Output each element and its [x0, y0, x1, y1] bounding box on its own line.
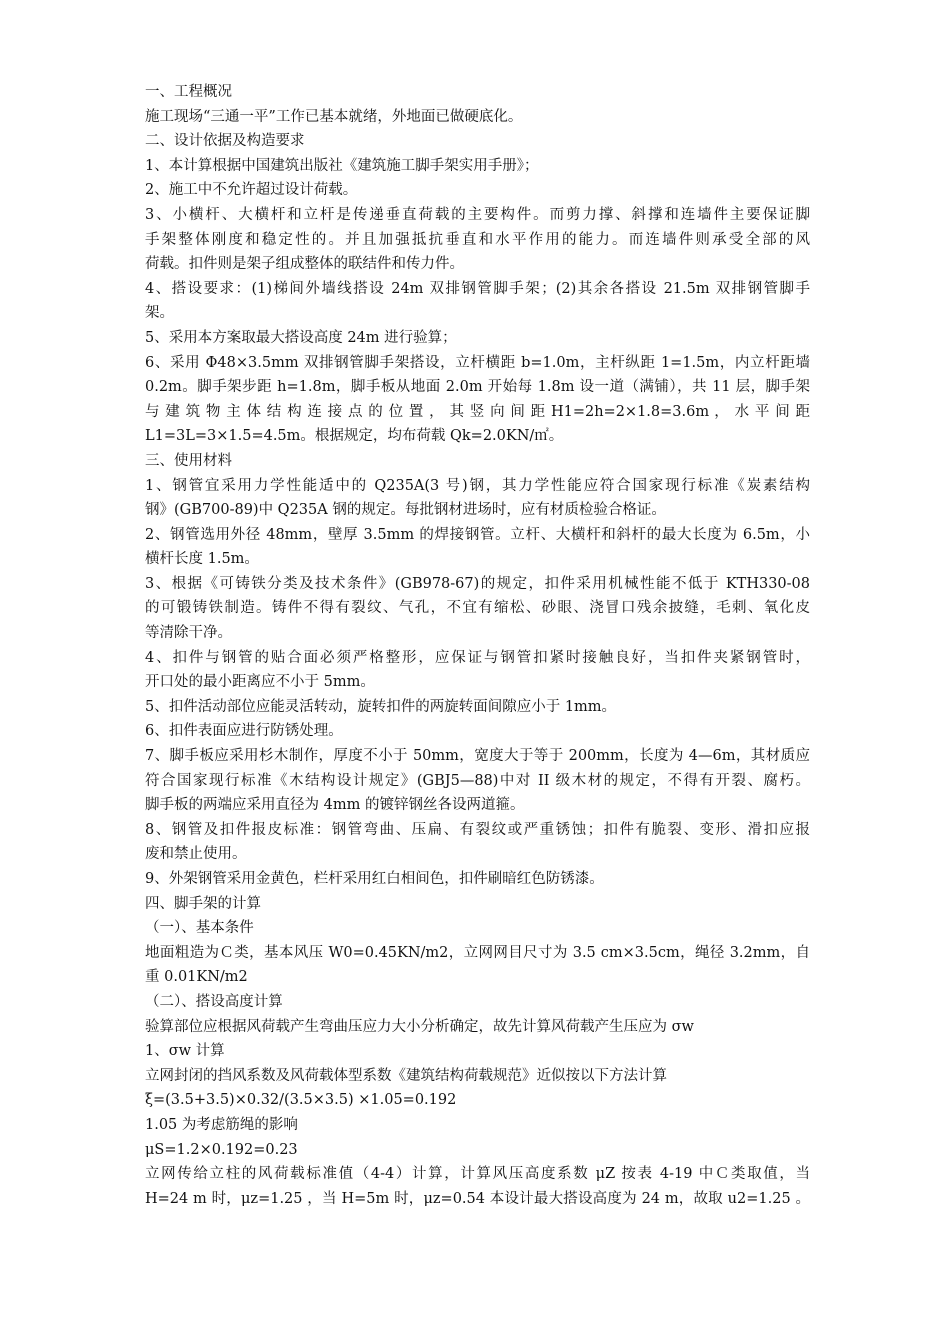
text-line: 验算部位应根据风荷载产生弯曲压应力大小分析确定，故先计算风荷载产生压应为 σw	[145, 1018, 694, 1035]
document-body	[145, 80, 810, 1211]
text-line: 1.05 为考虑筋绳的影响	[145, 1116, 298, 1133]
text-line: 的可锻铸铁制造。铸件不得有裂纹、气孔，不宜有缩松、砂眼、浇冒口残余披缝，毛刺、氧化皮	[145, 600, 810, 617]
text-line: 开口处的最小距离应不小于 5mm。	[145, 674, 375, 691]
text-line: 立网封闭的挡风系数及风荷载体型系数《建筑结构荷载规范》近似按以下方法计算	[145, 1067, 667, 1084]
text-line: 施工现场“三通一平”工作已基本就绪，外地面已做硬底化。	[145, 108, 523, 125]
text-line: 废和禁止使用。	[145, 846, 247, 863]
text-line: 符合国家现行标准《木结构设计规定》(GBJ5—88)中对 II 级木材的规定，不得有开裂、腐朽。	[145, 772, 810, 789]
text-line: 7、脚手板应采用杉木制作，厚度不小于 50mm，宽度大于等于 200mm，长度为 4—6m，其材质应	[145, 748, 810, 765]
text-line: （二）、搭设高度计算	[145, 993, 283, 1010]
text-line: 架。	[145, 305, 174, 322]
text-line: 荷载。扣件则是架子组成整体的联结件和传力件。	[145, 256, 464, 273]
text-line: 立网传给立柱的风荷载标准值（4-4）计算，计算风压高度系数 μZ 按表 4-19 中Ｃ类取值，当	[145, 1166, 810, 1183]
text-line: （一）、基本条件	[145, 920, 254, 937]
text-line: 脚手板的两端应采用直径为 4mm 的镀锌钢丝各设两道箍。	[145, 797, 525, 814]
text-line: H=24 m 时，μz=1.25 ，当 H=5m 时，μz=0.54 本设计最大搭设高度为 24 m，故取 u2=1.25 。	[145, 1190, 810, 1207]
text-line: 9、外架钢管采用金黄色，栏杆采用红白相间色，扣件刷暗红色防锈漆。	[145, 871, 604, 887]
text-line: 一、工程概况	[145, 84, 232, 100]
text-line: 6、扣件表面应进行防锈处理。	[145, 723, 343, 740]
text-line: 4、搭设要求：(1)梯间外墙线搭设 24m 双排钢管脚手架；(2)其余各搭设 21.5m 双排钢管脚手	[145, 280, 810, 297]
text-line: 手架整体刚度和稳定性的。并且加强抵抗垂直和水平作用的能力。而连墙件则承受全部的风	[145, 231, 810, 248]
text-line: 等清除干净。	[145, 625, 232, 642]
text-line: 四、脚手架的计算	[145, 895, 261, 912]
text-line: 地面粗造为Ｃ类，基本风压 W0=0.45KN/m2，立网网目尺寸为 3.5 cm×3.5cm，绳径 3.2mm，自	[145, 944, 810, 961]
text-line: 1、本计算根据中国建筑出版社《建筑施工脚手架实用手册》；	[145, 157, 539, 174]
text-line: 与 建 筑 物 主 体 结 构 连 接 点 的 位 置 ， 其 竖 向 间 距 H1=2h=2×1.8=3.6m ， 水 平 间 距	[145, 403, 810, 420]
text-line: 1、钢管宜采用力学性能适中的 Q235A(3 号)钢，其力学性能应符合国家现行标准《炭素结构	[145, 477, 810, 494]
text-line: 钢》(GB700-89)中 Q235A 钢的规定。每批钢材进场时，应有材质检验合格证。	[145, 502, 666, 519]
text-line: 二、设计依据及构造要求	[145, 133, 305, 150]
text-line: 4、扣件与钢管的贴合面必须严格整形，应保证与钢管扣紧时接触良好，当扣件夹紧钢管时，	[145, 649, 810, 666]
text-line: 横杆长度 1.5m。	[145, 551, 259, 568]
text-line: 6、采用 Φ48×3.5mm 双排钢管脚手架搭设，立杆横距 b=1.0m，主杆纵距 1=1.5m，内立杆距墙	[145, 354, 810, 371]
text-line: 1、σw 计算	[145, 1043, 225, 1060]
text-line: 2、钢管选用外径 48mm，壁厚 3.5mm 的焊接钢管。立杆、大横杆和斜杆的最大长度为 6.5m，小	[145, 526, 810, 543]
text-line: ξ=(3.5+3.5)×0.32/(3.5×3.5) ×1.05=0.192	[145, 1092, 457, 1109]
text-line: 3、小横杆、大横杆和立杆是传递垂直荷载的主要构件。而剪力撑、斜撑和连墙件主要保证脚	[145, 206, 810, 223]
text-line: 8、钢管及扣件报皮标准：钢管弯曲、压扁、有裂纹或严重锈蚀；扣件有脆裂、变形、滑扣应报	[145, 821, 810, 838]
text-line: 三、使用材料	[145, 452, 232, 469]
text-line: 5、采用本方案取最大搭设高度 24m 进行验算；	[145, 329, 457, 346]
text-line: μS=1.2×0.192=0.23	[145, 1141, 298, 1158]
text-line: 5、扣件活动部位应能灵活转动，旋转扣件的两旋转面间隙应小于 1mm。	[145, 698, 617, 715]
text-line: 重 0.01KN/m2	[145, 969, 248, 986]
text-line: 3、根据《可铸铁分类及技术条件》(GB978-67)的规定，扣件采用机械性能不低于 KTH330-08	[145, 575, 810, 592]
text-line: L1=3L=3×1.5=4.5m。根据规定，均布荷载 Qk=2.0KN/㎡。	[145, 428, 564, 445]
text-line: 2、施工中不允许超过设计荷载。	[145, 182, 358, 199]
text-line: 0.2m。脚手架步距 h=1.8m，脚手板从地面 2.0m 开始每 1.8m 设一道（满铺），共 11 层，脚手架	[145, 379, 810, 396]
